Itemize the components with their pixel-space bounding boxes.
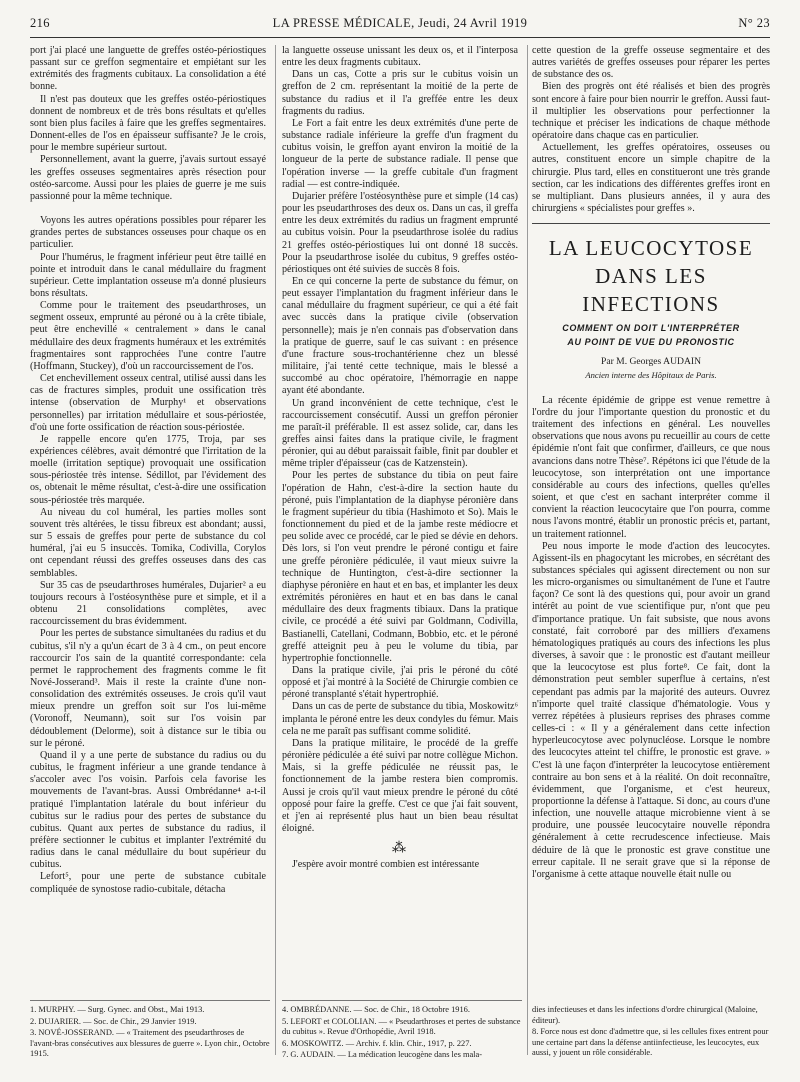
footnotes-column-2	[282, 1005, 522, 1062]
footnote: 7. G. AUDAIN. — La médication leucogène dans les mala-	[282, 1050, 483, 1060]
paragraph: J'espère avoir montré combien est intéressante	[292, 859, 480, 871]
header-rule	[30, 37, 770, 38]
footnote-rule	[30, 1000, 270, 1001]
paragraph: la languette osseuse unissant les deux os, et il l'interposa entre les deux fragments cubitaux.	[282, 45, 518, 69]
paragraph: Pour l'humérus, le fragment inférieur peut être taillé en pointe et introduit dans le canal médullaire du fragment supérieur. Cette implantation osseuse m'a donné plusieurs bons résultats.	[30, 251, 266, 299]
footnote: dies infectieuses et dans les infections d'ordre chirurgical (Maloine, éditeur).	[532, 1005, 758, 1025]
footnote: 3. NOVÉ-JOSSERAND. — « Traitement des pseudarthroses de l'avant-bras consécutives aux blessures de guerre ». Lyon chir., Octobre 1915.	[30, 1028, 270, 1059]
column-2	[282, 45, 518, 1000]
page-number: 216	[30, 16, 50, 30]
footnotes-column-1	[30, 1005, 270, 1061]
paragraph: port j'ai placé une languette de greffes ostéo-périostiques passant sur ce greffon segmentaire et empiétant sur les extrémités des fragments cubitaux. La consolidation a été bonne.	[30, 45, 266, 93]
footnote: 8. Force nous est donc d'admettre que, si les cellules fixes entrent pour une certaine part dans la défense antiinfectieuse, les leucocytes, eux aussi, y jouent un rôle considérable.	[532, 1027, 769, 1058]
article-byline: Par M. Georges AUDAIN	[600, 355, 701, 367]
article-rule	[532, 223, 770, 224]
paragraph: Sur 35 cas de pseudarthroses humérales, Dujarier² a eu toujours recours à l'ostéosynthèse pure et simple, et il a obtenu 21 consolidations complètes, avec raccourcissement du bras évidemment.	[30, 579, 266, 628]
article-subtitle-line-2: AU POINT DE VUE DU PRONOSTIC	[567, 337, 735, 348]
column-3	[532, 45, 770, 1000]
paragraph: Voyons les autres opérations possibles pour réparer les grandes pertes de substances osseuses pour chaque os en particulier.	[30, 215, 266, 251]
footnote: 2. DUJARIER. — Soc. de Chir., 29 Janvier 1919.	[30, 1016, 197, 1026]
paragraph: Je rappelle encore qu'en 1775, Troja, par ses expériences célèbres, avait démontré que l'irritation de la moelle (irritation septique) provoquait une ossification sous-périostée très intense. Sédillot, par l'évidement des os, obtenait le même résultat, c'est-à-dire une ossification sous-périostée très marquée.	[30, 433, 266, 506]
paragraph: Personnellement, avant la guerre, j'avais surtout essayé les greffes osseuses segmentaires après résection pour ostéo-sarcome. Aussi pour les plaies de guerre je me suis passionné pour la même technique.	[30, 154, 266, 202]
paragraph: cette question de la greffe osseuse segmentaire et des autres variétés de greffes osseuses pour réparer les pertes de substance des os.	[532, 45, 770, 81]
paragraph: Cet enchevillement osseux central, utilisé aussi dans les cas de fractures simples, produit une ossification très intense (observation de Murphy¹ et observations personnelles) par irritation médullaire et sous-périostée, d'où une forte ossification de réaction sous-périostée.	[30, 373, 266, 433]
article-subtitle-line-1: COMMENT ON DOIT L'INTERPRÉTER	[562, 323, 740, 334]
paragraph: Un grand inconvénient de cette technique, c'est le raccourcissement consécutif. Aussi un greffon péronier me paraît-il préférable. Il est assez solide, car, dans les greffes ainsi faites dans la pratique civile, le fragment péronier, qui au début paraissait faible, finit par doubler et même tripler d'épaisseur (cas de Katzenstein).	[282, 397, 518, 470]
running-header	[30, 16, 770, 36]
paragraph: Dans un cas de perte de substance du tibia, Moskowitz⁶ implanta le péroné entre les deux condyles du fémur. Mais cela ne me paraît pas suffisant comme solidité.	[282, 701, 518, 737]
column-1	[30, 45, 266, 1000]
footnotes-column-3	[532, 1005, 770, 1060]
paragraph: Dans la pratique militaire, le procédé de la greffe péronière pédiculée a été suivi par notre collègue Michon. Mais, si la greffe pédiculée ne réussit pas, le fonctionnement de la jambe restera bien compromis. Aussi je crois qu'il vaut mieux prendre le péroné du côté opposé pour faire la greffe. C'est ce que j'ai fait souvent, et j'en ai représenté plus haut un bien beau résultat éloigné.	[282, 737, 518, 834]
paragraph: Dans la pratique civile, j'ai pris le péroné du côté opposé et j'ai montré à la Société de Chirurgie combien ce péroné transplanté s'était hypertrophié.	[282, 664, 518, 701]
paragraph: Bien des progrès ont été réalisés et bien des progrès sont encore à faire pour bien nourrir le greffon. Aussi faut-il multiplier les observations pour perfectionner la technique et préciser les indications de chaque méthode opératoire dans chaque cas en particulier.	[532, 81, 770, 142]
paragraph: Le Fort a fait entre les deux extrémités d'une perte de substance radiale inférieure la greffe d'un fragment du cubitus voisin, le greffon ayant environ la moitié de la longueur de la perte de substance radiale. Il pense que l'opération inverse — la greffe cubitale d'un fragment radial — est contre-indiquée.	[282, 117, 518, 190]
column-separator	[527, 45, 528, 1055]
footnote: 6. MOSKOWITZ. — Archiv. f. klin. Chir., 1917, p. 227.	[282, 1038, 472, 1048]
paragraph: Lefort⁵, pour une perte de substance cubitale compliquée de synostose radio-cubitale, détacha	[30, 871, 266, 895]
paragraph: Dujarier préfère l'ostéosynthèse pure et simple (14 cas) pour les pseudarthroses des deux os. Dans un cas, il greffa entre les deux extrémités du radius un fragment emprunté au cubitus voisin. Pour la pseudarthrose isolée du radius 21 greffes ostéo-périostiques lui ont donné 18 succès. Pour la pseudarthrose isolée du cubitus, 9 greffes ostéo-périostiques ont été suivies de succès 8 fois.	[282, 190, 518, 275]
footnote-rule	[282, 1000, 522, 1001]
issue-number: N° 23	[738, 16, 770, 30]
paragraph: Actuellement, les greffes opératoires, osseuses ou autres, constituent encore un simple chapitre de la chirurgie. Plus tard, elles en constitueront une très grande section, car les indications des différentes greffes iront en se multipliant. Dans plusieurs années, il y aura des chirurgiens « spécialistes pour greffes ».	[532, 142, 770, 215]
section-ornament: ⁂	[392, 841, 408, 857]
paragraph: Dans un cas, Cotte a pris sur le cubitus voisin un greffon de 2 cm. représentant la moitié de la perte de substance du radius et il l'a greffée entre les deux fragments du radius.	[282, 69, 518, 117]
footnote: 1. MURPHY. — Surg. Gynec. and Obst., Mai 1913.	[30, 1005, 205, 1014]
paragraph: Quand il y a une perte de substance du radius ou du cubitus, le fragment inférieur a une grande tendance à s'accoler avec l'os voisin. Parfois cela favorise les mouvements de l'avant-bras. Aussi Ombrédanne⁴ a-t-il pratiqué l'implantation latérale du bout inférieur du cubitus sur le radius pour des pertes de substance du cubitus. Quant aux pertes de substance du radius, il préfère sectionner le cubitus et implanter l'extrémité du radius dans le canal médullaire du bout supérieur du cubitus.	[30, 749, 266, 871]
footnote: 4. OMBRÉDANNE. — Soc. de Chir., 18 Octobre 1916.	[282, 1005, 470, 1014]
paragraph: En ce qui concerne la perte de substance du fémur, on peut essayer l'implantation du fragment inférieur dans le canal médullaire du fragment supérieur, ce qui a été fait avec succès dans la pratique civile (observation personnelle); mais je n'en connais pas d'observation dans la pratique de guerre, sauf le cas suivant : en présence d'une fracture sous-trochantérienne chez un blessé militaire, j'ai tenté cette technique, mais le blessé a succombé au choc opératoire, l'hémorragie en nappe ayant été abondante.	[282, 275, 518, 397]
paragraph: La récente épidémie de grippe est venue remettre à l'ordre du jour l'importante question du pronostic et du traitement des infections en général. Les nouvelles observations que nous avons pu recueillir au cours de cette épidémie n'ont fait que confirmer, d'ailleurs, ce que nous avancions dans notre Thèse⁷. Répétons ici que l'étude de la leucocytose, son interprétation ont une importance considérable au cours des infections, quelles qu'elles soient, et que c'est en sachant interpréter comme il convient la réaction leucocytaire que l'on pourra, comme nous l'avons montré, établir un pronostic précis et, partant, un traitement rationnel.	[532, 394, 770, 540]
journal-title: LA PRESSE MÉDICALE, Jeudi, 24 Avril 1919	[272, 16, 528, 30]
paragraph: Peu nous importe le mode d'action des leucocytes. Agissent-ils en phagocytant les microbes, en sécrétant des substances spéciales qui agissent directement ou non sur les micro-organismes ou simultanément de l'une et l'autre façon? Ce sont là des questions qui, pour avoir un grand intérêt au point de vue scientifique pur, n'ont que peu d'importance pratique. Un fait subsiste, que nous avons constaté, fait corroboré par des milliers d'examens hématologiques pratiqués au cours des infections les plus diverses, à savoir que : le pronostic est d'autant meilleur que la leucocytose est plus forte⁸. Ce fait, dont la démonstration peut sembler superflue à certains, n'est cependant pas admis par la majorité des auteurs. Ouvrez n'importe quel traité classique d'hématologie. Vous y verrez répétées à plusieurs reprises des phrases comme celles-ci : « Il y a généralement dans cette infection hyperleucocytose avec polynucléose. Lorsque le nombre des leucocytes atteint tel chiffre, le pronostic est grave. » C'est là une façon d'interpréter la leucocytose entièrement contraire au bon sens et à la réalité. On doit reconnaître, évidemment, que l'organisme, et c'est heureux, proportionne la défense à l'attaque. Si donc, au cours d'une infection, une nouvelle attaque microbienne vient à se produire, une poussée leucocytaire nouvelle répondra généralement à cette recrudescence infectieuse. Mais déduire de là que le pronostic est grave constitue une erreur capitale. Il ne serait grave que si la réponse de l'organisme à cette attaque nouvelle était nulle ou	[532, 540, 770, 880]
paragraph: Au niveau du col huméral, les parties molles sont souvent très altérées, le tissu fibreux est abondant; aussi, sur 5 essais de greffes pour perte de substance du col huméral, j'ai eu 5 insuccès. Tomika, Codivilla, Corylos ont cependant réussi des greffes osseuses dans des cas semblables.	[30, 506, 266, 579]
article-title-line-1: LA LEUCOCYTOSE	[548, 236, 754, 261]
paragraph: Il n'est pas douteux que les greffes ostéo-périostiques donnent de nombreux et de très bons résultats et qu'elles sont bien plus faciles à faire que les greffes segmentaires. Donnent-elles de l'os en épaisseur suffisante? Je le crois, pour le membre supérieur surtout.	[30, 93, 266, 154]
article-title-line-2: DANS LES INFECTIONS	[582, 264, 720, 317]
footnote: 5. LEFORT et COLOLIAN. — « Pseudarthroses et pertes de substance du cubitus ». Revue d'Orthopédie, Avril 1918.	[282, 1016, 521, 1037]
article-affiliation: Ancien interne des Hôpitaux de Paris.	[585, 369, 717, 380]
paragraph: Pour les pertes de substance du tibia on peut faire l'opération de Hahn, c'est-à-dire la section haute du péroné, puis l'implantation de la diaphyse péronière dans le fragment supérieur du tibia (Hashimoto et So). Mais le fonctionnement du pied et de la jambe reste médiocre et peu solide avec ce procédé, car le pied se dévie en dehors. Dès lors, si l'on veut prendre le péroné contigu et faire une greffe péronière pédiculée, il vaut mieux suivre la technique de Huntington, c'est-à-dire sectionner la diaphyse péronière en haut et en bas, et implanter les deux extrémités péronières en haut et en bas dans le canal médullaire des deux fragments tibiaux. Dans la pratique civile, ce procédé a été suivi par Goldmann, Codivilla, Bastianelli, Catellani, Codmann, Bobbio, etc. et le péroné greffé atteignit peu à peu le volume du tibia, par hypertrophie fonctionnelle.	[282, 470, 518, 664]
paragraph: Comme pour le traitement des pseudarthroses, un segment osseux, emprunté au péroné ou à la crête tibiale, peut être enchevillé « centralement » dans le canal médullaire des deux fragments huméraux et les extrémités fragmentaires sont rapprochées l'une contre l'autre (Hoffmann, Stuckey), d'où un raccourcissement de l'os.	[30, 300, 266, 372]
column-separator	[275, 45, 276, 1055]
paragraph: Pour les pertes de substance simultanées du radius et du cubitus, s'il n'y a qu'un écart de 3 à 4 cm., on peut encore raccourcir l'os sain de la quantité correspondante: cela permet le rapprochement des fragments comme le fit Nové-Josserand³. Mais il reste la crainte d'une non-consolidation des extrémités osseuses. Je crois qu'il vaut mieux prendre un greffon soit sur l'os lui-même (Voronoff, Neumann), soit sur l'os voisin par dédoublement (Delorme), soit à distance sur le tibia ou sur le péroné.	[30, 628, 266, 749]
